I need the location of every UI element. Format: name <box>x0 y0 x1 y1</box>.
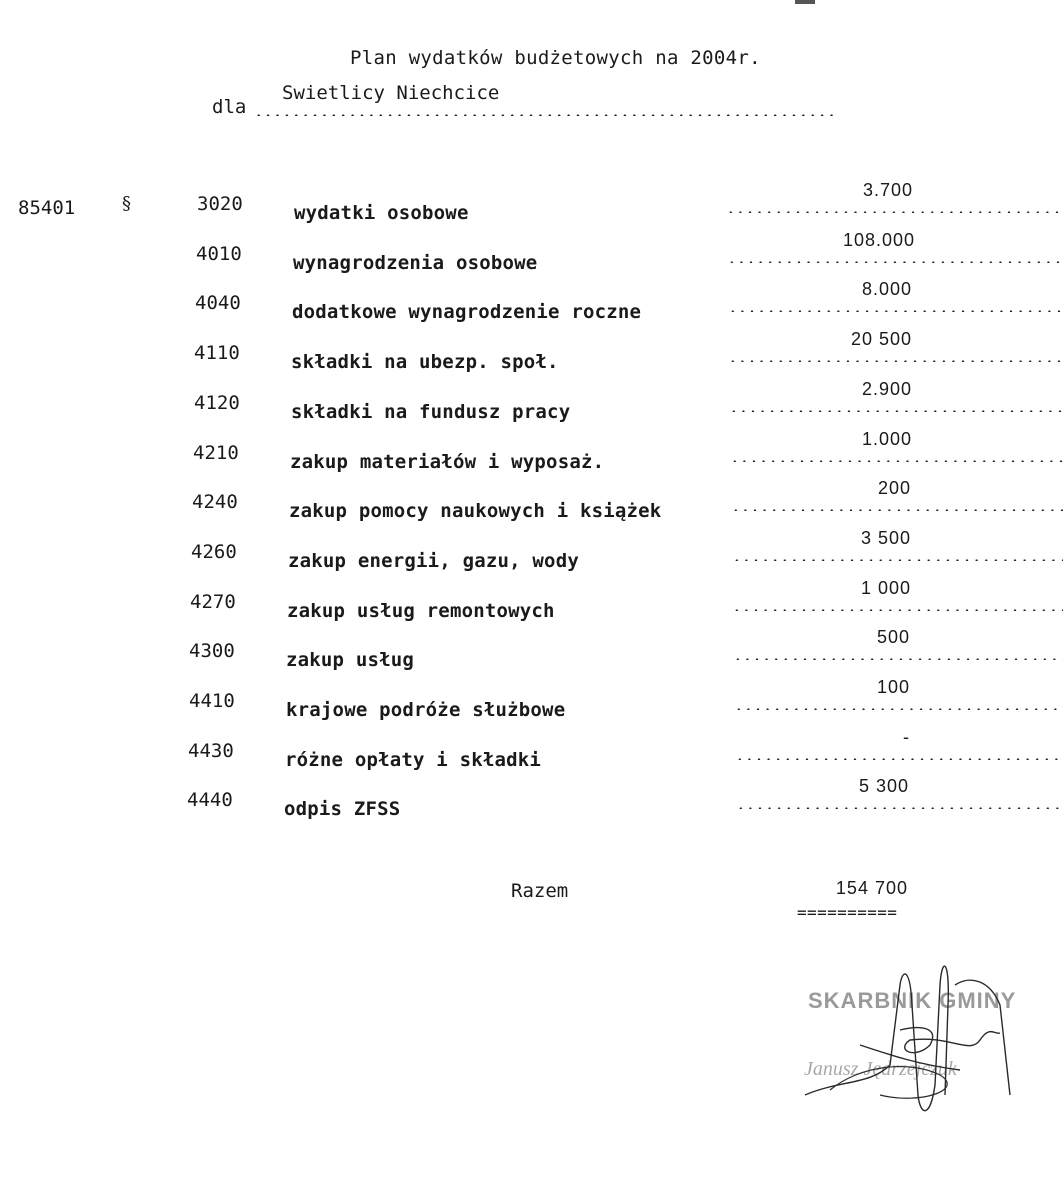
expense-amount: 200 <box>877 478 911 498</box>
expense-amount: 2.900 <box>861 379 912 399</box>
dotted-leader <box>729 410 1063 412</box>
dotted-leader <box>728 310 1063 312</box>
stamp-name: Janusz Jędrzejczuk <box>804 1058 957 1080</box>
expense-amount: 500 <box>876 627 910 647</box>
expense-code: 4440 <box>187 789 233 811</box>
dotted-leader <box>736 807 1063 809</box>
expense-amount: 1.000 <box>861 429 912 449</box>
dotted-leader <box>728 360 1063 362</box>
dotted-leader <box>732 609 1063 611</box>
expense-description: zakup materiałów i wyposaż. <box>290 451 605 473</box>
chapter-number: 85401 <box>18 197 76 219</box>
expense-code: 4120 <box>194 392 240 414</box>
expense-amount: 8.000 <box>861 279 912 299</box>
unit-name: Swietlicy Niechcice <box>282 82 500 104</box>
expense-code: 4270 <box>190 591 236 613</box>
expense-amount: - <box>903 727 910 747</box>
expense-code: 4410 <box>189 690 235 712</box>
total-label: Razem <box>511 880 569 902</box>
expense-code: 4240 <box>192 491 238 513</box>
expense-row <box>0 776 1063 837</box>
expense-description: wydatki osobowe <box>294 202 469 224</box>
expense-code: 4210 <box>193 442 239 464</box>
expense-code: 4040 <box>195 292 241 314</box>
scan-artifact-mark <box>795 0 815 4</box>
expense-amount: 100 <box>876 677 910 697</box>
expense-code: 4430 <box>188 740 234 762</box>
expense-description: składki na fundusz pracy <box>291 401 571 423</box>
dotted-leader <box>734 708 1063 710</box>
dotted-leader <box>727 261 1063 263</box>
expense-description: wynagrodzenia osobowe <box>293 252 538 274</box>
expense-amount: 3 500 <box>860 528 911 548</box>
total-double-underline: ========== <box>797 903 898 922</box>
dotted-leader <box>733 658 1063 660</box>
expense-code: 4110 <box>194 342 240 364</box>
dotted-leader <box>732 559 1063 561</box>
expense-code: 3020 <box>197 193 243 215</box>
expense-amount: 3.700 <box>862 180 913 200</box>
dotted-leader <box>730 460 1063 462</box>
dotted-leader <box>731 509 1063 511</box>
unit-prefix: dla <box>212 96 247 118</box>
expense-description: dodatkowe wynagrodzenie roczne <box>292 301 642 323</box>
expense-description: zakup usług remontowych <box>287 600 555 622</box>
expense-amount: 5 300 <box>858 776 909 796</box>
expense-code: 4300 <box>189 640 235 662</box>
expense-amount: 108.000 <box>843 230 916 250</box>
dotted-leader <box>726 211 1063 213</box>
expense-description: zakup energii, gazu, wody <box>288 550 579 572</box>
expense-description: zakup pomocy naukowych i książek <box>289 500 662 522</box>
expense-description: zakup usług <box>286 649 415 671</box>
expense-code: 4010 <box>196 243 242 265</box>
expense-amount: 20 500 <box>850 329 912 349</box>
unit-dotted-line <box>254 114 834 116</box>
paragraph-sign: § <box>122 193 131 214</box>
total-value: 154 700 <box>835 878 908 898</box>
dotted-leader <box>735 758 1063 760</box>
expense-amount: 1 000 <box>860 578 911 598</box>
treasurer-stamp-with-signature <box>800 945 1045 1130</box>
expense-description: odpis ZFSS <box>284 798 401 820</box>
expense-description: różne opłaty i składki <box>285 749 542 771</box>
expense-code: 4260 <box>191 541 237 563</box>
document-title: Plan wydatków budżetowych na 2004r. <box>350 47 761 69</box>
expense-description: krajowe podróże służbowe <box>286 699 566 721</box>
stamp-title: SKARBNIK GMINY <box>808 988 1017 1013</box>
expense-description: składki na ubezp. społ. <box>291 351 559 373</box>
